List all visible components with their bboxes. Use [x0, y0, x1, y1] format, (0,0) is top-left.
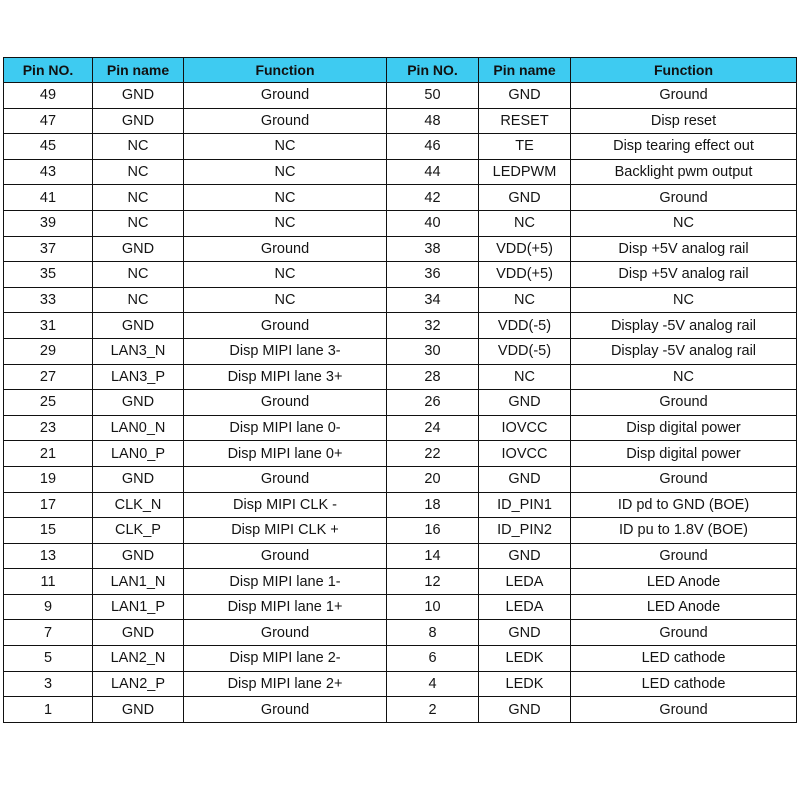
pin-name-left: GND [93, 466, 184, 492]
pin-number-left: 47 [4, 108, 93, 134]
table-row [4, 594, 797, 620]
table-body [4, 83, 797, 723]
pin-function-left: Disp MIPI CLK + [184, 518, 387, 544]
pin-function-left: NC [184, 210, 387, 236]
pin-number-right: 50 [387, 83, 479, 109]
pin-name-right: NC [479, 210, 571, 236]
pin-function-right: Disp digital power [571, 441, 797, 467]
pin-name-right: GND [479, 83, 571, 109]
pin-function-left: Disp MIPI lane 0+ [184, 441, 387, 467]
pin-number-left: 9 [4, 594, 93, 620]
pin-function-left: NC [184, 185, 387, 211]
table-row [4, 646, 797, 672]
pin-function-left: Disp MIPI lane 3+ [184, 364, 387, 390]
pin-function-left: Disp MIPI lane 1- [184, 569, 387, 595]
pin-name-right: NC [479, 364, 571, 390]
header-row [4, 58, 797, 83]
pin-name-right: IOVCC [479, 441, 571, 467]
pin-number-right: 48 [387, 108, 479, 134]
pin-name-left: LAN2_N [93, 646, 184, 672]
pin-function-right: Ground [571, 697, 797, 723]
pin-name-left: GND [93, 620, 184, 646]
pin-number-left: 41 [4, 185, 93, 211]
pin-number-left: 31 [4, 313, 93, 339]
pin-number-left: 5 [4, 646, 93, 672]
pin-number-right: 20 [387, 466, 479, 492]
table-row [4, 364, 797, 390]
pin-name-right: LEDA [479, 594, 571, 620]
pin-function-left: NC [184, 134, 387, 160]
pin-name-right: VDD(-5) [479, 313, 571, 339]
pin-function-right: NC [571, 210, 797, 236]
table-row [4, 210, 797, 236]
pin-number-left: 1 [4, 697, 93, 723]
table-row [4, 697, 797, 723]
pin-number-left: 29 [4, 338, 93, 364]
pin-name-right: GND [479, 185, 571, 211]
pin-function-right: ID pd to GND (BOE) [571, 492, 797, 518]
pin-number-left: 39 [4, 210, 93, 236]
pin-number-right: 34 [387, 287, 479, 313]
pin-name-right: LEDK [479, 646, 571, 672]
pin-number-left: 27 [4, 364, 93, 390]
pin-function-left: Ground [184, 466, 387, 492]
table-row [4, 236, 797, 262]
pin-name-left: NC [93, 159, 184, 185]
pin-number-left: 43 [4, 159, 93, 185]
pin-name-right: GND [479, 697, 571, 723]
pin-function-right: LED Anode [571, 594, 797, 620]
pin-function-left: NC [184, 262, 387, 288]
pin-function-right: ID pu to 1.8V (BOE) [571, 518, 797, 544]
pin-function-right: Display -5V analog rail [571, 313, 797, 339]
header-function-left: Function [184, 58, 387, 83]
pin-name-left: GND [93, 108, 184, 134]
header-pin-name-left: Pin name [93, 58, 184, 83]
pin-number-left: 25 [4, 390, 93, 416]
table-row [4, 441, 797, 467]
pin-number-right: 24 [387, 415, 479, 441]
pin-number-right: 22 [387, 441, 479, 467]
pin-number-right: 12 [387, 569, 479, 595]
pin-name-left: LAN0_P [93, 441, 184, 467]
pin-function-right: Disp reset [571, 108, 797, 134]
pin-name-left: NC [93, 210, 184, 236]
pin-function-left: Ground [184, 108, 387, 134]
pin-function-left: Ground [184, 236, 387, 262]
table-row [4, 415, 797, 441]
table-row [4, 108, 797, 134]
pin-function-left: Ground [184, 390, 387, 416]
pin-number-right: 10 [387, 594, 479, 620]
pin-function-right: LED Anode [571, 569, 797, 595]
pin-number-right: 44 [387, 159, 479, 185]
table-row [4, 569, 797, 595]
pin-number-left: 17 [4, 492, 93, 518]
pin-name-right: GND [479, 466, 571, 492]
pin-name-right: VDD(+5) [479, 262, 571, 288]
pin-number-right: 46 [387, 134, 479, 160]
header-pin-no-left: Pin NO. [4, 58, 93, 83]
pin-number-right: 8 [387, 620, 479, 646]
pin-number-right: 42 [387, 185, 479, 211]
pin-function-left: Disp MIPI lane 0- [184, 415, 387, 441]
pin-function-left: Ground [184, 543, 387, 569]
pin-function-right: Ground [571, 390, 797, 416]
table-row [4, 287, 797, 313]
pin-number-right: 2 [387, 697, 479, 723]
pin-function-right: Ground [571, 620, 797, 646]
table-header [4, 58, 797, 83]
pin-name-right: TE [479, 134, 571, 160]
pin-name-left: LAN0_N [93, 415, 184, 441]
pin-name-left: NC [93, 287, 184, 313]
pin-name-left: LAN2_P [93, 671, 184, 697]
pin-number-right: 26 [387, 390, 479, 416]
pin-name-left: GND [93, 313, 184, 339]
pin-name-left: LAN3_P [93, 364, 184, 390]
pin-number-left: 45 [4, 134, 93, 160]
table-row [4, 518, 797, 544]
pin-number-right: 28 [387, 364, 479, 390]
pin-function-right: LED cathode [571, 646, 797, 672]
pin-name-right: IOVCC [479, 415, 571, 441]
pin-number-left: 15 [4, 518, 93, 544]
pin-name-right: ID_PIN1 [479, 492, 571, 518]
pin-name-left: GND [93, 236, 184, 262]
table-row [4, 338, 797, 364]
pin-name-left: GND [93, 697, 184, 723]
pin-name-right: LEDPWM [479, 159, 571, 185]
pin-function-right: Ground [571, 543, 797, 569]
pin-name-left: GND [93, 83, 184, 109]
table-row [4, 671, 797, 697]
pin-name-right: GND [479, 390, 571, 416]
header-function-right: Function [571, 58, 797, 83]
pin-function-left: Ground [184, 83, 387, 109]
pin-name-right: LEDA [479, 569, 571, 595]
pin-name-right: LEDK [479, 671, 571, 697]
pin-name-right: GND [479, 543, 571, 569]
pin-number-left: 19 [4, 466, 93, 492]
pin-function-left: Ground [184, 697, 387, 723]
table-row [4, 262, 797, 288]
table-row [4, 134, 797, 160]
pin-number-left: 13 [4, 543, 93, 569]
pin-function-right: Ground [571, 466, 797, 492]
pin-function-right: Disp tearing effect out [571, 134, 797, 160]
table-row [4, 466, 797, 492]
pin-number-left: 21 [4, 441, 93, 467]
pin-function-left: Disp MIPI lane 2+ [184, 671, 387, 697]
pin-function-left: Disp MIPI CLK - [184, 492, 387, 518]
pin-name-right: VDD(-5) [479, 338, 571, 364]
table-row [4, 492, 797, 518]
pin-name-left: LAN1_P [93, 594, 184, 620]
pin-function-left: Ground [184, 620, 387, 646]
pin-name-left: NC [93, 185, 184, 211]
table-row [4, 313, 797, 339]
pin-name-left: NC [93, 134, 184, 160]
pin-name-left: CLK_P [93, 518, 184, 544]
pin-number-right: 14 [387, 543, 479, 569]
pin-name-left: GND [93, 543, 184, 569]
header-pin-name-right: Pin name [479, 58, 571, 83]
pin-table-container [3, 57, 796, 723]
pin-number-left: 37 [4, 236, 93, 262]
pin-function-right: Ground [571, 83, 797, 109]
pin-name-right: NC [479, 287, 571, 313]
pin-function-right: Backlight pwm output [571, 159, 797, 185]
pin-number-right: 30 [387, 338, 479, 364]
pin-name-right: GND [479, 620, 571, 646]
pin-number-left: 23 [4, 415, 93, 441]
pin-name-left: GND [93, 390, 184, 416]
pin-function-right: NC [571, 287, 797, 313]
pin-number-right: 40 [387, 210, 479, 236]
pin-number-left: 35 [4, 262, 93, 288]
pin-function-right: Disp +5V analog rail [571, 236, 797, 262]
table-row [4, 159, 797, 185]
table-row [4, 543, 797, 569]
pin-function-left: NC [184, 159, 387, 185]
pin-number-right: 36 [387, 262, 479, 288]
table-row [4, 390, 797, 416]
pin-name-left: NC [93, 262, 184, 288]
pin-function-right: NC [571, 364, 797, 390]
pin-function-right: Disp +5V analog rail [571, 262, 797, 288]
pin-number-left: 3 [4, 671, 93, 697]
pin-function-left: Ground [184, 313, 387, 339]
pin-function-right: Ground [571, 185, 797, 211]
pin-function-left: NC [184, 287, 387, 313]
pin-number-right: 16 [387, 518, 479, 544]
pin-function-left: Disp MIPI lane 3- [184, 338, 387, 364]
table-row [4, 185, 797, 211]
pin-number-right: 32 [387, 313, 479, 339]
pin-function-left: Disp MIPI lane 2- [184, 646, 387, 672]
header-pin-no-right: Pin NO. [387, 58, 479, 83]
pin-function-right: Disp digital power [571, 415, 797, 441]
pin-number-left: 49 [4, 83, 93, 109]
pin-name-right: VDD(+5) [479, 236, 571, 262]
pin-function-right: Display -5V analog rail [571, 338, 797, 364]
pin-number-right: 18 [387, 492, 479, 518]
pin-name-left: LAN3_N [93, 338, 184, 364]
pin-name-left: LAN1_N [93, 569, 184, 595]
pin-number-right: 4 [387, 671, 479, 697]
table-row [4, 620, 797, 646]
pin-name-right: RESET [479, 108, 571, 134]
pin-number-right: 38 [387, 236, 479, 262]
pin-name-right: ID_PIN2 [479, 518, 571, 544]
pin-function-left: Disp MIPI lane 1+ [184, 594, 387, 620]
pin-number-left: 33 [4, 287, 93, 313]
pin-name-left: CLK_N [93, 492, 184, 518]
pin-number-left: 7 [4, 620, 93, 646]
pin-number-left: 11 [4, 569, 93, 595]
table-row [4, 83, 797, 109]
pin-function-right: LED cathode [571, 671, 797, 697]
pin-number-right: 6 [387, 646, 479, 672]
pin-definition-table [3, 57, 797, 723]
